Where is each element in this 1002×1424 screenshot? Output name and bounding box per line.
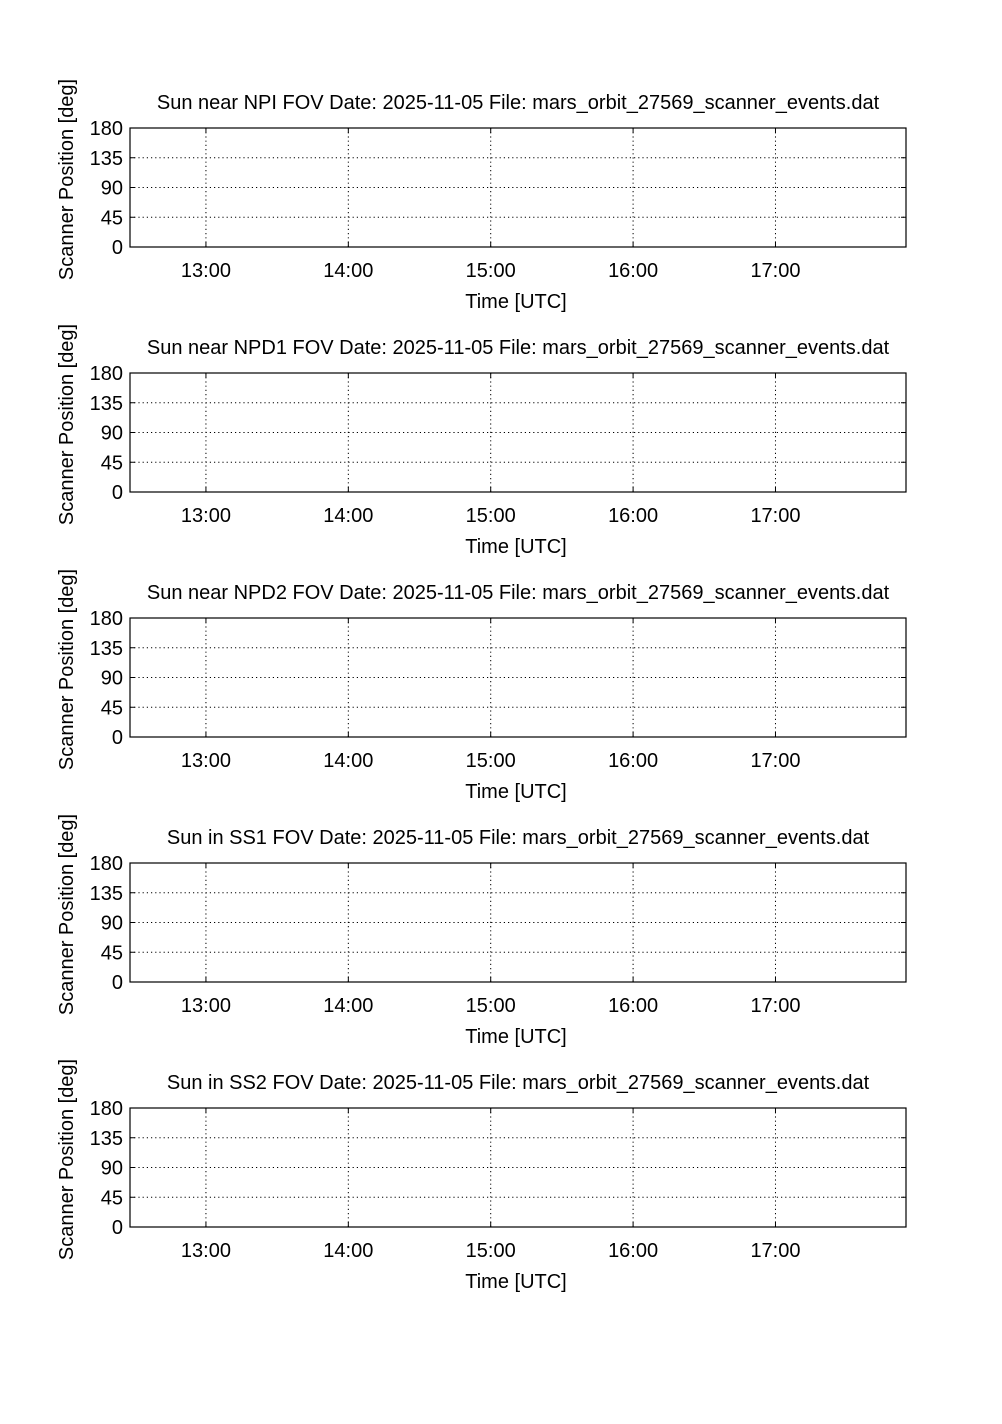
y-tick-label: 90 (100, 422, 123, 445)
y-tick-label: 90 (100, 912, 123, 935)
x-tick-label: 14:00 (323, 1240, 374, 1262)
y-tick-label: 180 (89, 118, 123, 140)
y-tick-label: 0 (111, 482, 123, 504)
y-axis-label: Scanner Position [deg] (56, 78, 78, 281)
x-tick-label: 13:00 (180, 995, 231, 1017)
y-tick-label: 45 (100, 1187, 123, 1210)
y-tick-label: 180 (89, 608, 123, 630)
y-tick-label: 135 (89, 392, 123, 415)
chart-panel-5 (56, 1059, 906, 1293)
x-tick-label: 15:00 (465, 505, 516, 527)
chart-panel-3 (56, 569, 906, 803)
x-tick-label: 15:00 (465, 995, 516, 1017)
y-axis-label: Scanner Position [deg] (56, 813, 78, 1016)
y-axis-label: Scanner Position [deg] (56, 1058, 78, 1261)
x-tick-label: 14:00 (323, 995, 374, 1017)
y-tick-label: 135 (89, 637, 123, 660)
x-tick-label: 17:00 (750, 505, 801, 527)
y-tick-label: 180 (89, 363, 123, 385)
chart-panel-4 (56, 814, 906, 1048)
y-tick-label: 0 (111, 727, 123, 749)
x-tick-label: 16:00 (608, 995, 659, 1017)
x-tick-label: 15:00 (465, 1240, 516, 1262)
y-tick-label: 180 (89, 853, 123, 875)
y-tick-label: 135 (89, 147, 123, 170)
y-tick-label: 180 (89, 1098, 123, 1120)
x-axis-label: Time [UTC] (465, 1271, 567, 1293)
x-tick-label: 14:00 (323, 750, 374, 772)
chart-title: Sun near NPD2 FOV Date: 2025-11-05 File: mars_orbit_27569_scanner_events.dat (146, 582, 890, 604)
y-tick-label: 0 (111, 1217, 123, 1239)
x-tick-label: 17:00 (750, 995, 801, 1017)
x-axis-label: Time [UTC] (465, 1026, 567, 1048)
x-tick-label: 16:00 (608, 750, 659, 772)
x-tick-label: 16:00 (608, 505, 659, 527)
y-tick-label: 45 (100, 452, 123, 475)
x-tick-label: 15:00 (465, 260, 516, 282)
chart-title: Sun near NPI FOV Date: 2025-11-05 File: mars_orbit_27569_scanner_events.dat (156, 92, 880, 114)
x-tick-label: 13:00 (180, 750, 231, 772)
x-tick-label: 14:00 (323, 260, 374, 282)
x-tick-label: 13:00 (180, 260, 231, 282)
y-tick-label: 45 (100, 697, 123, 720)
x-tick-label: 17:00 (750, 750, 801, 772)
y-tick-label: 0 (111, 237, 123, 259)
y-tick-label: 45 (100, 207, 123, 230)
x-tick-label: 15:00 (465, 750, 516, 772)
x-tick-label: 13:00 (180, 1240, 231, 1262)
x-tick-label: 17:00 (750, 1240, 801, 1262)
x-tick-label: 16:00 (608, 260, 659, 282)
y-tick-label: 45 (100, 942, 123, 965)
x-axis-label: Time [UTC] (465, 781, 567, 803)
chart-title: Sun in SS2 FOV Date: 2025-11-05 File: mars_orbit_27569_scanner_events.dat (166, 1072, 870, 1094)
y-tick-label: 135 (89, 882, 123, 905)
chart-title: Sun in SS1 FOV Date: 2025-11-05 File: mars_orbit_27569_scanner_events.dat (166, 827, 870, 849)
x-tick-label: 13:00 (180, 505, 231, 527)
y-axis-label: Scanner Position [deg] (56, 568, 78, 771)
chart-title: Sun near NPD1 FOV Date: 2025-11-05 File: mars_orbit_27569_scanner_events.dat (146, 337, 890, 359)
y-tick-label: 90 (100, 667, 123, 690)
y-tick-label: 90 (100, 177, 123, 200)
y-axis-label: Scanner Position [deg] (56, 323, 78, 526)
x-axis-label: Time [UTC] (465, 291, 567, 313)
x-tick-label: 16:00 (608, 1240, 659, 1262)
y-tick-label: 135 (89, 1127, 123, 1150)
y-tick-label: 0 (111, 972, 123, 994)
x-axis-label: Time [UTC] (465, 536, 567, 558)
y-tick-label: 90 (100, 1157, 123, 1180)
chart-panel-1 (56, 79, 906, 313)
chart-panel-2 (56, 324, 906, 558)
x-tick-label: 14:00 (323, 505, 374, 527)
x-tick-label: 17:00 (750, 260, 801, 282)
